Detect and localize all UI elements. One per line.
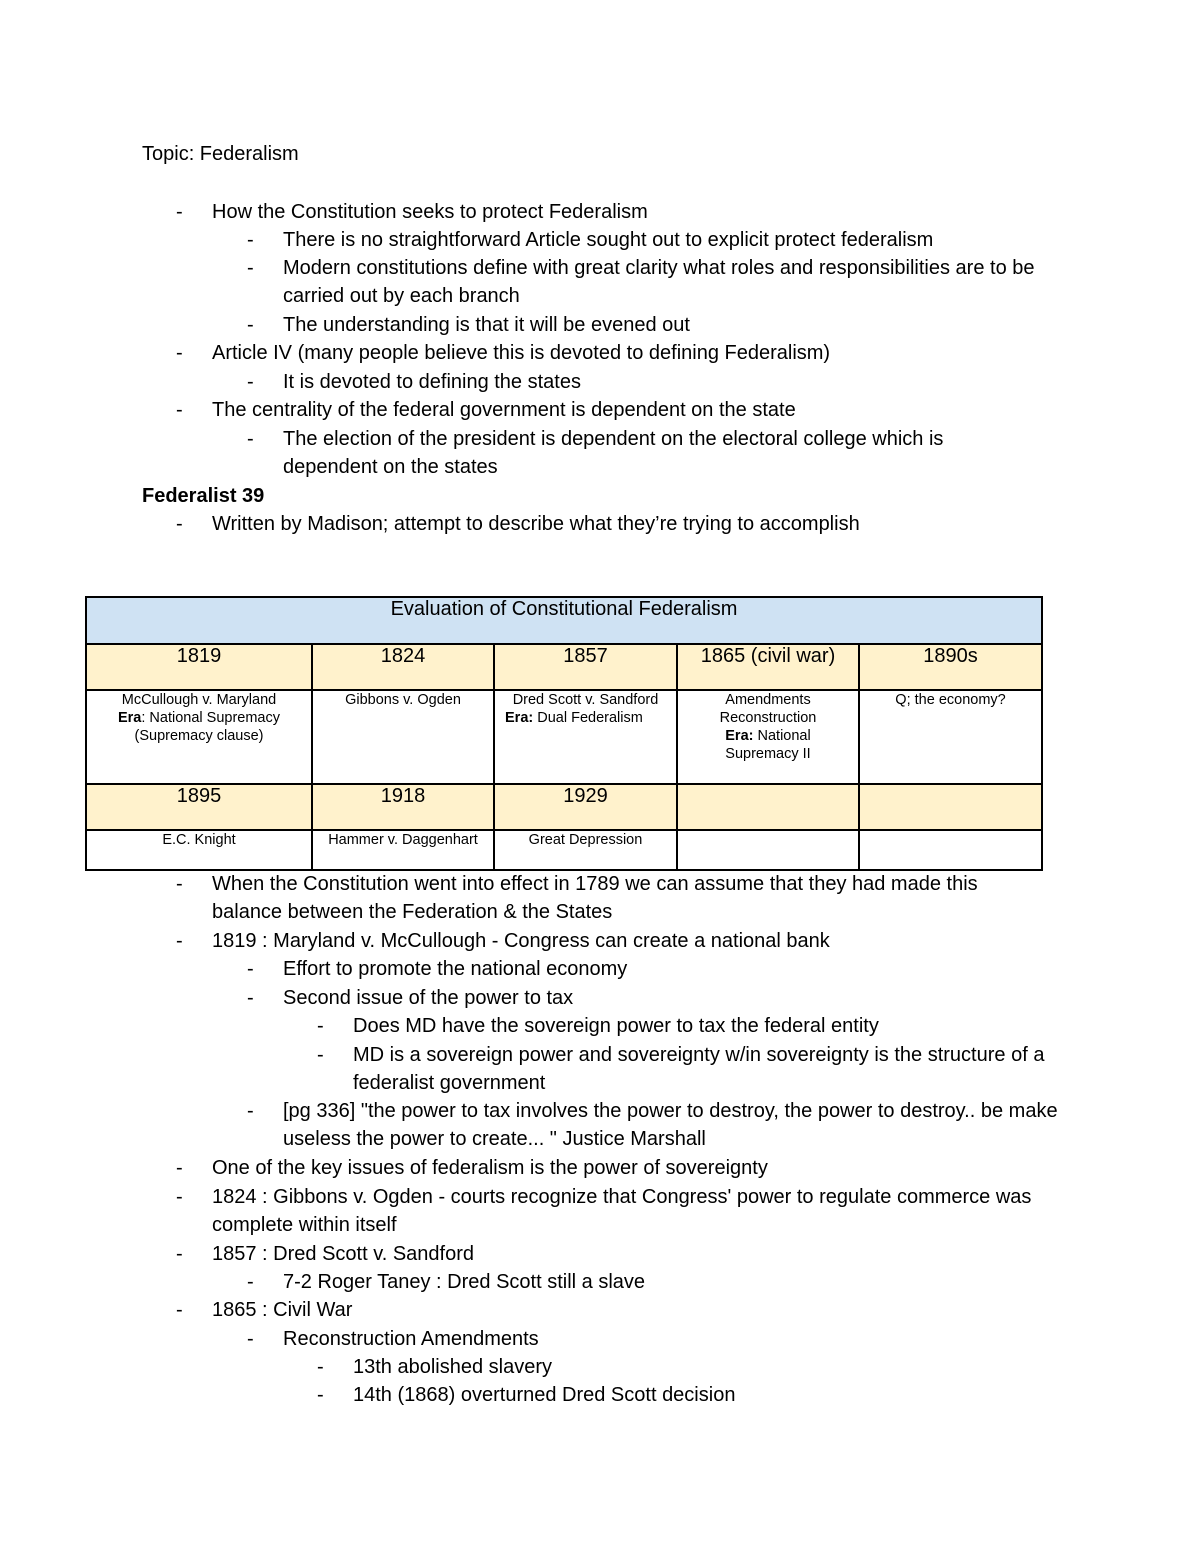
list-item: - 1824 : Gibbons v. Ogden - courts recognize that Congress' power to regulate commerce was complete within itself: [176, 1186, 1032, 1237]
list-item: - Effort to promote the national economy: [247, 958, 628, 980]
list-item: - 14th (1868) overturned Dred Scott decision: [317, 1384, 736, 1406]
year-cell: 1895: [86, 784, 312, 830]
list-item: - 1819 : Maryland v. McCullough - Congress can create a national bank: [176, 930, 830, 952]
year-cell: 1890s: [859, 644, 1042, 690]
list-item: - Second issue of the power to tax: [247, 987, 574, 1009]
case-cell: [859, 830, 1042, 870]
table-row: [86, 830, 1042, 870]
case-cell: E.C. Knight: [86, 830, 312, 870]
list-item: - 1857 : Dred Scott v. Sandford: [176, 1243, 475, 1265]
federalism-timeline-table: [85, 596, 1043, 871]
year-cell: 1929: [494, 784, 677, 830]
year-cell: 1824: [312, 644, 494, 690]
list-item: - Does MD have the sovereign power to tax the federal entity: [317, 1015, 879, 1037]
table-row: [86, 690, 1042, 784]
table-year-row: [86, 784, 1042, 830]
case-cell: [677, 830, 859, 870]
list-item: - One of the key issues of federalism is the power of sovereignty: [176, 1157, 768, 1179]
list-item: - MD is a sovereign power and sovereignty w/in sovereignty is the structure of a federalist government: [317, 1044, 1045, 1095]
list-item: - The understanding is that it will be evened out: [247, 314, 690, 336]
list-item: - [pg 336] "the power to tax involves the power to destroy, the power to destroy.. be make useless the power to create... " Justice Marshall: [247, 1100, 1058, 1151]
topic-line: Topic: Federalism: [142, 143, 299, 165]
list-item: - Reconstruction Amendments: [247, 1328, 539, 1350]
federalist-heading: Federalist 39: [142, 485, 265, 507]
list-item: - Written by Madison; attempt to describe what they’re trying to accomplish: [176, 513, 860, 535]
year-cell: 1819: [86, 644, 312, 690]
list-item: - When the Constitution went into effect in 1789 we can assume that they had made this balance between the Federation & the States: [176, 873, 978, 924]
year-cell: 1918: [312, 784, 494, 830]
list-item: - It is devoted to defining the states: [247, 371, 581, 393]
case-cell: Q; the economy?: [859, 690, 1042, 784]
case-cell: McCullough v. Maryland Era: National Supremacy (Supremacy clause): [86, 690, 312, 784]
case-cell: Amendments Reconstruction Era: National Supremacy II: [677, 690, 859, 784]
case-cell: Great Depression: [494, 830, 677, 870]
year-cell: 1865 (civil war): [677, 644, 859, 690]
list-item: - Article IV (many people believe this is devoted to defining Federalism): [176, 342, 831, 364]
list-item: - Modern constitutions define with great clarity what roles and responsibilities are to be carried out by each branch: [247, 257, 1035, 308]
case-cell: Gibbons v. Ogden: [312, 690, 494, 784]
table-year-row: [86, 644, 1042, 690]
list-item: - The election of the president is dependent on the electoral college which is dependent on the states: [247, 428, 944, 479]
list-item: - 7-2 Roger Taney : Dred Scott still a slave: [247, 1271, 646, 1293]
list-item: - How the Constitution seeks to protect Federalism: [176, 201, 648, 223]
year-cell: 1857: [494, 644, 677, 690]
list-item: - The centrality of the federal government is dependent on the state: [176, 399, 796, 421]
list-item: - There is no straightforward Article sought out to explicit protect federalism: [247, 229, 934, 251]
case-cell: Dred Scott v. Sandford Era: Dual Federalism: [494, 690, 677, 784]
table-title-row: [86, 597, 1042, 644]
list-item: - 13th abolished slavery: [317, 1356, 553, 1378]
table-title: Evaluation of Constitutional Federalism: [86, 597, 1042, 644]
list-item: - 1865 : Civil War: [176, 1299, 353, 1321]
case-cell: Hammer v. Daggenhart: [312, 830, 494, 870]
year-cell: [677, 784, 859, 830]
year-cell: [859, 784, 1042, 830]
